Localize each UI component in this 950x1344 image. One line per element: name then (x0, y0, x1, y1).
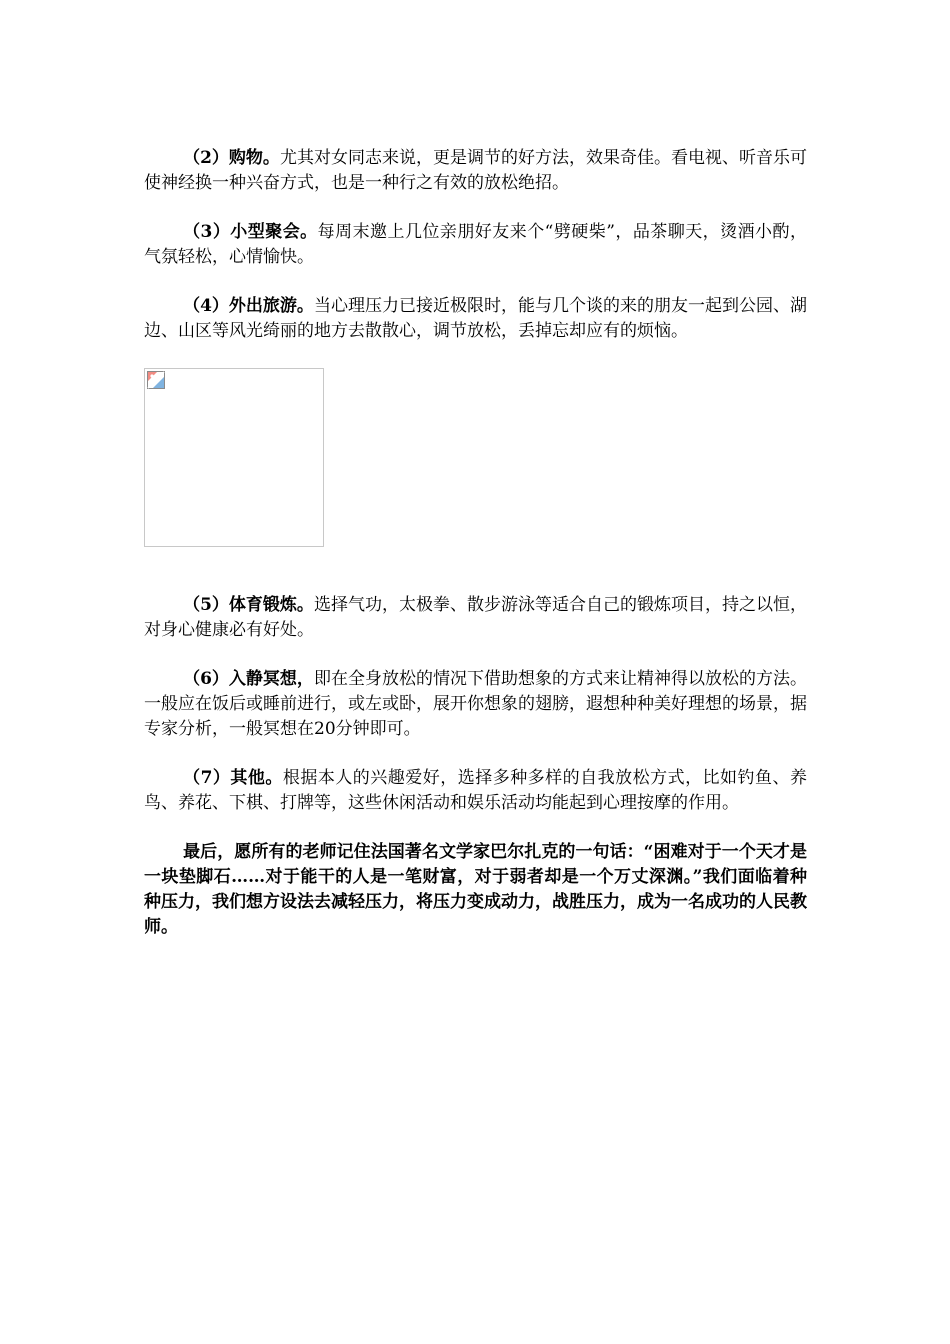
paragraph-heading: （3）小型聚会。 (183, 222, 318, 242)
paragraph-travel (144, 294, 807, 344)
closing-paragraph: 最后，愿所有的老师记住法国著名文学家巴尔扎克的一句话：“困难对于一个天才是一块垫脚石……对于能干的人是一笔财富，对于弱者却是一个万丈深渊。”我们面临着种种压力，我们想方设法去减轻压力，将压力变成动力，战胜压力，成为一名成功的人民教师。 (144, 842, 807, 937)
paragraph-heading: （4）外出旅游。 (183, 296, 314, 316)
paragraph-body: 选择气功，太极拳、散步游泳等适合自己的锻炼项目，持之以恒，对身心健康必有好处。 (144, 595, 807, 640)
paragraph-body: 即在全身放松的情况下借助想象的方式来让精神得以放松的方法。一般应在饭后或睡前进行，或左或卧，展开你想象的翅膀，遐想种种美好理想的场景，据专家分析，一般冥想在20分钟即可。 (144, 669, 807, 739)
embedded-image-placeholder (144, 368, 324, 547)
paragraph-body: 每周末邀上几位亲朋好友来个“劈硬柴”，品茶聊天，烫酒小酌，气氛轻松，心情愉快。 (144, 222, 807, 267)
paragraph-heading: （5）体育锻炼。 (183, 595, 314, 615)
paragraph-meditation (144, 667, 807, 742)
broken-image-icon (147, 371, 165, 389)
document-page (144, 146, 807, 964)
paragraph-body: 当心理压力已接近极限时，能与几个谈的来的朋友一起到公园、湖边、山区等风光绮丽的地方去散散心，调节放松，丢掉忘却应有的烦恼。 (144, 296, 807, 341)
paragraph-body: 根据本人的兴趣爱好，选择多种多样的自我放松方式，比如钓鱼、养鸟、养花、下棋、打牌等，这些休闲活动和娱乐活动均能起到心理按摩的作用。 (144, 768, 807, 813)
paragraph-heading: （2）购物。 (183, 148, 280, 168)
paragraph-other (144, 766, 807, 816)
paragraph-shopping (144, 146, 807, 196)
paragraph-heading: （6）入静冥想， (183, 669, 314, 689)
paragraph-body: 尤其对女同志来说，更是调节的好方法，效果奇佳。看电视、听音乐可使神经换一种兴奋方式，也是一种行之有效的放松绝招。 (144, 148, 807, 193)
paragraph-small-gathering (144, 220, 807, 270)
paragraph-exercise (144, 593, 807, 643)
paragraph-heading: （7）其他。 (183, 768, 283, 788)
